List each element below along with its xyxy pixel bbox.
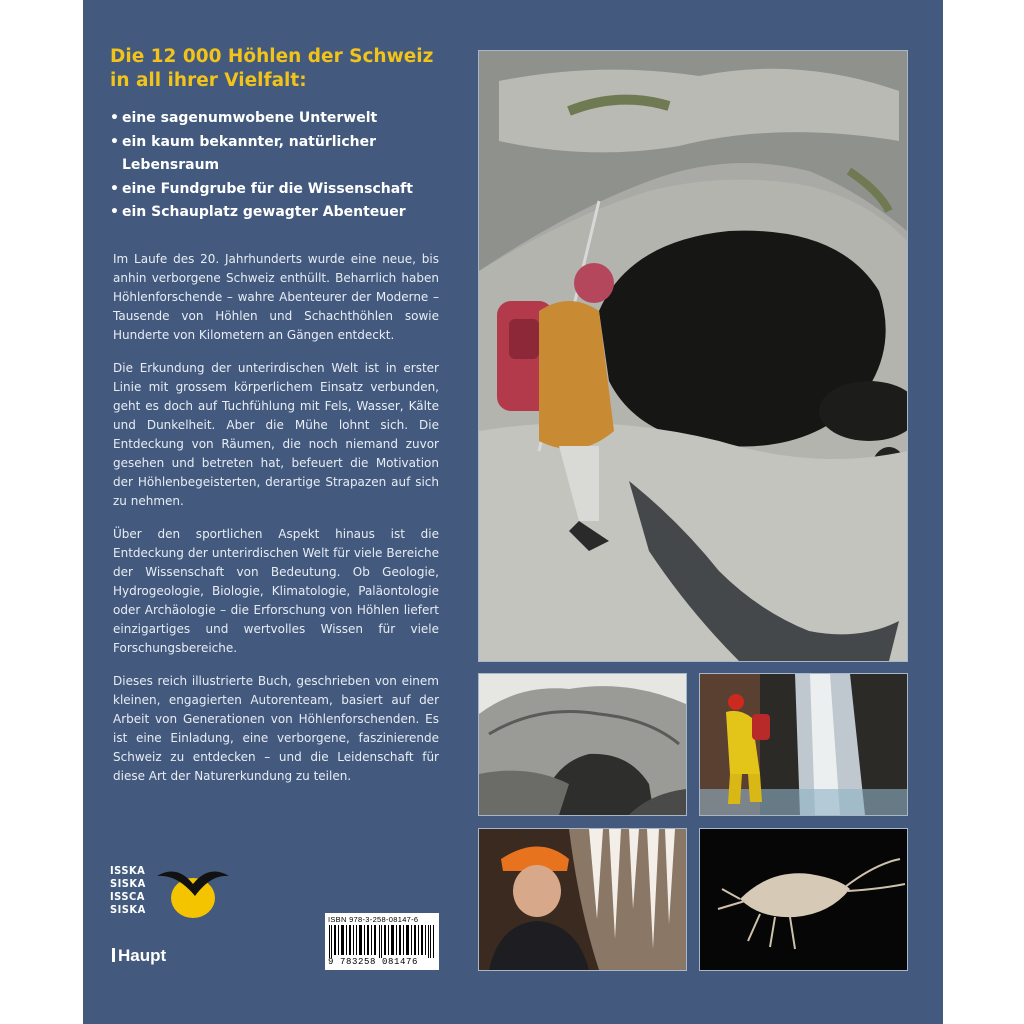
- barcode-bars-icon: [329, 925, 435, 958]
- blurb-paragraph: Im Laufe des 20. Jahrhunderts wurde eine neue, bis anhin verborgene Schweiz enthüllt. Beharrlich haben Höhlenforschende – wahre Abenteurer der Moderne – Tausende von Höhlen und Schachthöhlen sowie Hunderte von Kilometern an Gängen entdeckt.: [113, 252, 439, 342]
- ean-number: 9 783258 081476: [328, 957, 419, 967]
- logo-line: SISKA: [110, 877, 146, 890]
- feature-item: • eine Fundgrube für die Wissenschaft: [110, 178, 450, 202]
- publisher-mark-icon: [112, 948, 115, 962]
- isbn-barcode: [325, 913, 439, 970]
- photo-cave-amphipod: [699, 828, 908, 971]
- blurb-paragraph: Dieses reich illustrierte Buch, geschrieben von einem kleinen, engagierten Autorenteam, basiert auf der Arbeit von Generationen von Höhlenforschenden. Es ist eine Einladung, eine verborgene, faszinierende Schweiz zu entdecken – und die Leidenschaft für diese Art der Naturerkundung zu teilen.: [113, 674, 439, 783]
- publisher-name: Haupt: [118, 946, 167, 965]
- photo-caver-stalactites: [478, 828, 687, 971]
- photo-cave-shaft-hiker: [478, 50, 908, 662]
- logo-line: ISSKA: [110, 864, 146, 877]
- isbn-number: ISBN 978-3-258-08147-6: [328, 915, 419, 924]
- feature-item: • ein Schauplatz gewagter Abenteuer: [110, 201, 450, 225]
- logo-line: ISSCA: [110, 890, 145, 903]
- photo-cave-engraving: [478, 673, 687, 816]
- blurb-paragraph: Die Erkundung der unterirdischen Welt ist in erster Linie mit grossem körperlichem Einsatz verbunden, geht es doch auf Tuchfühlung mit Fels, Wasser, Kälte und Dunkelheit. Aber die Mühe lohnt sich. Die Entdeckung von Räumen, die noch niemand zuvor gesehen und betreten hat, befeuert die Motivation der Höhlenbegeisterten, derartige Strapazen auf sich zu nehmen.: [113, 361, 439, 508]
- logo-line: SISKA: [110, 903, 146, 916]
- photo-caver-waterfall: [699, 673, 908, 816]
- feature-list: [110, 107, 450, 225]
- headline-line-1: Die 12 000 Höhlen der Schweiz: [110, 46, 434, 67]
- feature-item: • eine sagenumwobene Unterwelt: [110, 107, 450, 131]
- blurb-text: [113, 250, 439, 800]
- headline-line-2: in all ihrer Vielfalt:: [110, 70, 307, 91]
- headline: [110, 45, 450, 93]
- publisher-logo: [112, 946, 166, 966]
- blurb-paragraph: Über den sportlichen Aspekt hinaus ist die Entdeckung der unterirdischen Welt für viele Bereiche der Wissenschaft von Bedeutung. Ob Geologie, Hydrogeologie, Biologie, Klimatologie, Paläontologie oder Archäologie – die Erforschung von Höhlen liefert einzigartiges und wertvolles Wissen für viele Forschungsbereiche.: [113, 527, 439, 655]
- isska-bird-logo-icon: [155, 866, 231, 920]
- feature-item: • ein kaum bekannter, natürlicher Lebensraum: [110, 131, 450, 178]
